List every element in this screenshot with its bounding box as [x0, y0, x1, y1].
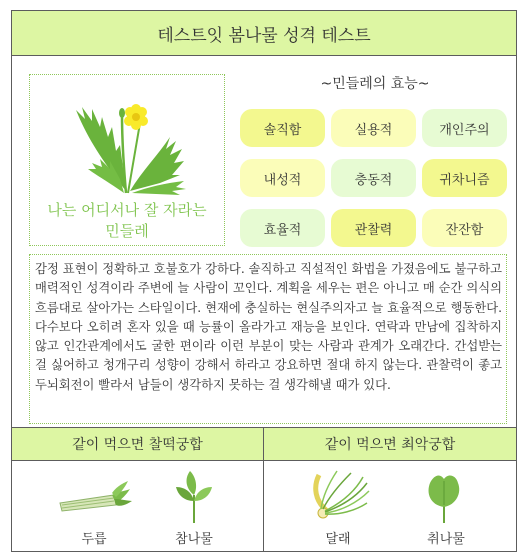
trait-chip: 내성적 [240, 159, 325, 197]
result-plant-name: 민들레 [105, 222, 149, 240]
personality-description: 감정 표현이 정확하고 호불호가 강하다. 솔직하고 직설적인 화법을 가졌음에도 불구하고 매력적인 성격이라 주변에 늘 사람이 꼬인다. 계획을 세우는 편은 아니고 매 순간 의식의 흐름대로 살아가는 스타일이다. 현재에 충실하는 현실주의자고 늘 효율적으로 행동한다. 다수보다 오히려 혼자 있을 때 능률이 올라가고 재능을 보인다. 연락과 만남에 집착하지 않고 인간관계에서도 굴한 편이라 이런 부분이 맞는 사람과 관계가 오래간다. 간섭받는 걸 싫어하고 청개구리 성향이 강해서 하라고 강요하면 절대 하지 않는다. 관찰력이 좋고 두뇌회전이 빨라서 남들이 생각하지 못하는 걸 생각해낼 때가 있다. [29, 254, 507, 424]
trait-chip: 귀차니즘 [422, 159, 507, 197]
hero-panel [29, 74, 225, 246]
best-match-section [12, 427, 264, 551]
traits-title: ~민들레의 효능~ [320, 76, 430, 92]
result-card [11, 10, 517, 552]
worst-match-item-1 [396, 465, 496, 551]
dandelion-illustration [30, 75, 224, 200]
result-name [30, 200, 224, 242]
best-match-item-0 [44, 465, 144, 551]
best-match-label-1: 참나물 [175, 532, 213, 547]
trait-chip: 잔잔함 [422, 209, 507, 247]
traits-grid [240, 109, 508, 253]
chamnamul-icon [164, 465, 224, 525]
best-match-item-1 [144, 465, 244, 551]
worst-match-title: 같이 먹으면 최악궁합 [264, 427, 516, 461]
trait-chip: 실용적 [331, 109, 416, 147]
trait-chip: 관찰력 [331, 209, 416, 247]
wild-chive-icon [303, 465, 373, 525]
result-subtitle: 나는 어디서나 잘 자라는 [47, 201, 207, 219]
trait-chip: 솔직함 [240, 109, 325, 147]
page-title: 테스트잇 봄나물 성격 테스트 [12, 11, 516, 56]
worst-match-label-0: 달래 [325, 532, 351, 547]
trait-chip: 효율적 [240, 209, 325, 247]
trait-chip: 개인주의 [422, 109, 507, 147]
worst-match-label-1: 취나물 [427, 532, 465, 547]
trait-chip: 충동적 [331, 159, 416, 197]
fatsia-shoot-icon [54, 465, 134, 525]
best-match-title: 같이 먹으면 찰떡궁합 [12, 427, 263, 461]
chwinamul-icon [416, 465, 476, 525]
best-match-label-0: 두릅 [81, 532, 107, 547]
worst-match-item-0 [288, 465, 388, 551]
worst-match-section [264, 427, 516, 551]
